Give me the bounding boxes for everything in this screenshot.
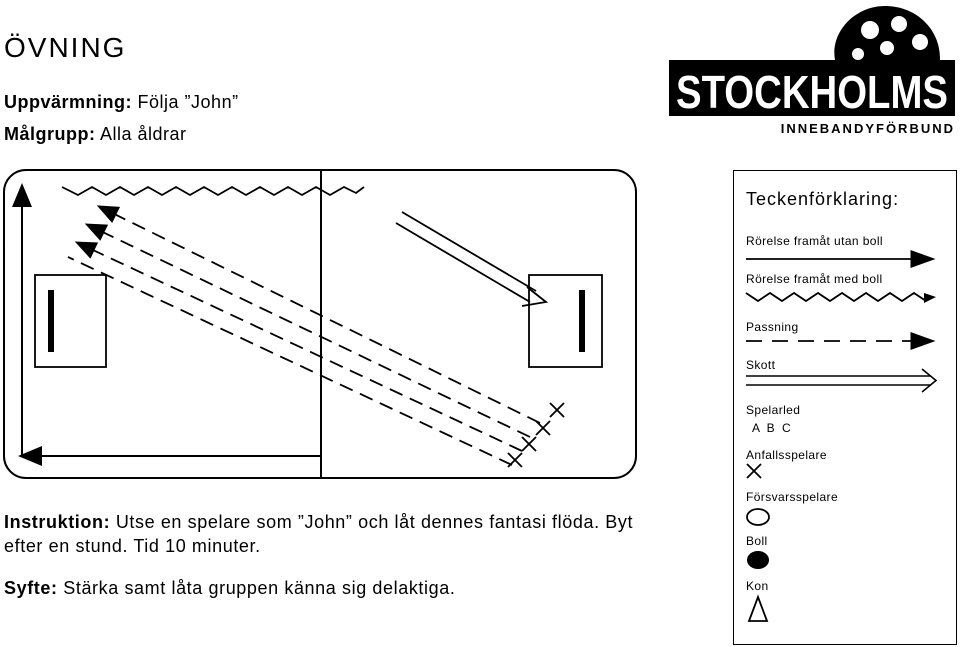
shot-line-b xyxy=(396,223,530,302)
page-title: ÖVNING xyxy=(4,32,127,63)
purpose-block xyxy=(4,578,455,599)
left-goal-area xyxy=(35,275,106,367)
logo-name: STOCKHOLMS xyxy=(676,66,948,118)
dribble-zigzag xyxy=(62,187,364,195)
instruction-block xyxy=(4,510,644,558)
legend-ball-icon xyxy=(747,551,769,569)
legend-move-with-ball-icon xyxy=(746,293,926,301)
legend-defender: Försvarsspelare xyxy=(746,490,839,504)
shot-line-a xyxy=(402,212,536,291)
legend-move-no-ball: Rörelse framåt utan boll xyxy=(746,234,883,248)
legend-player-line-letters: A B C xyxy=(752,421,793,435)
purpose-text: Stärka samt låta gruppen känna sig delaktiga. xyxy=(63,578,456,598)
target-group-label: Målgrupp: xyxy=(4,124,96,144)
warmup-line xyxy=(4,92,239,113)
instruction-text: Utse en spelare som ”John” och låt dennes fantasi flöda. Byt efter en stund. Tid 10 minuter. xyxy=(4,512,634,556)
instruction-label: Instruktion: xyxy=(4,512,111,532)
pass-line-2 xyxy=(88,225,530,437)
legend-ball: Boll xyxy=(746,534,768,548)
attacker-markers xyxy=(508,403,564,467)
attacker-x-2 xyxy=(536,421,550,435)
left-goal xyxy=(48,290,54,352)
legend-defender-icon xyxy=(747,509,769,525)
pass-line-4 xyxy=(68,257,512,465)
pass-line-3 xyxy=(78,243,522,451)
legend-cone-icon xyxy=(749,597,767,621)
right-goal-area xyxy=(529,275,602,367)
attacker-x-3 xyxy=(522,437,536,451)
legend-box xyxy=(733,170,957,645)
attacker-x-1 xyxy=(550,403,564,417)
legend-move-with-ball: Rörelse framåt med boll xyxy=(746,272,883,286)
logo-subtitle: INNEBANDYFÖRBUND xyxy=(780,121,955,136)
stockholms-logo xyxy=(665,2,957,142)
legend-attacker: Anfallsspelare xyxy=(746,448,827,462)
target-group-value: Alla åldrar xyxy=(100,124,187,144)
legend-cone: Kon xyxy=(746,579,769,593)
legend-title: Teckenförklaring: xyxy=(746,189,900,209)
logo-emblem xyxy=(834,6,940,64)
legend-shot: Skott xyxy=(746,358,776,372)
warmup-label: Uppvärmning: xyxy=(4,92,133,112)
purpose-label: Syfte: xyxy=(4,578,58,598)
warmup-value: Följa ”John” xyxy=(137,92,239,112)
legend-attacker-icon xyxy=(747,464,761,478)
legend-player-line: Spelarled xyxy=(746,403,801,417)
target-group-line xyxy=(4,124,187,145)
right-goal xyxy=(579,290,585,352)
attacker-x-4 xyxy=(508,453,522,467)
floorball-field-diagram xyxy=(0,165,642,483)
legend-shot-arrowhead xyxy=(922,369,936,392)
legend-pass: Passning xyxy=(746,320,799,334)
